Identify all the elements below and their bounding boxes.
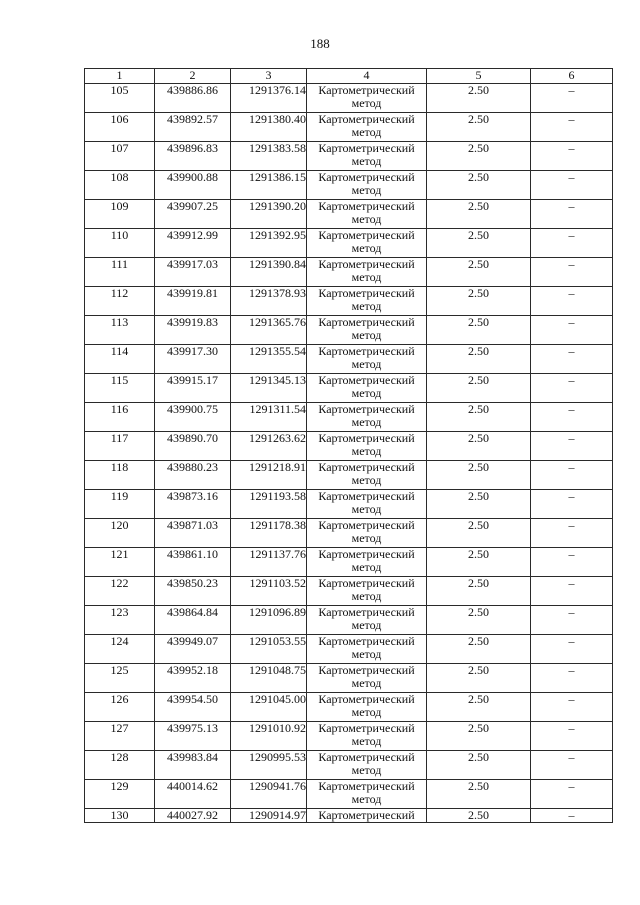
point-number-cell: 128: [85, 751, 155, 780]
method-cell: Картометрический метод: [307, 635, 427, 664]
note-cell: –: [531, 200, 613, 229]
x-coordinate-cell: 439900.88: [155, 171, 231, 200]
column-header: 6: [531, 69, 613, 84]
x-coordinate-cell: 439915.17: [155, 374, 231, 403]
point-number-cell: 108: [85, 171, 155, 200]
x-coordinate-cell: 439912.99: [155, 229, 231, 258]
y-coordinate-cell: 1291390.20: [231, 200, 307, 229]
x-coordinate-cell: 439850.23: [155, 577, 231, 606]
note-cell: –: [531, 432, 613, 461]
point-number-cell: 114: [85, 345, 155, 374]
point-number-cell: 106: [85, 113, 155, 142]
note-cell: –: [531, 693, 613, 722]
y-coordinate-cell: 1291045.00: [231, 693, 307, 722]
note-cell: –: [531, 490, 613, 519]
note-cell: –: [531, 461, 613, 490]
method-cell: Картометрический метод: [307, 200, 427, 229]
accuracy-cell: 2.50: [427, 519, 531, 548]
table-row: [85, 171, 613, 200]
accuracy-cell: 2.50: [427, 258, 531, 287]
point-number-cell: 118: [85, 461, 155, 490]
table-body: [85, 84, 613, 823]
y-coordinate-cell: 1290941.76: [231, 780, 307, 809]
y-coordinate-cell: 1291311.54: [231, 403, 307, 432]
accuracy-cell: 2.50: [427, 751, 531, 780]
y-coordinate-cell: 1291053.55: [231, 635, 307, 664]
page-number: 188: [310, 36, 330, 51]
x-coordinate-cell: 439861.10: [155, 548, 231, 577]
point-number-cell: 115: [85, 374, 155, 403]
table-row: [85, 635, 613, 664]
table-row: [85, 780, 613, 809]
y-coordinate-cell: 1291345.13: [231, 374, 307, 403]
y-coordinate-cell: 1291263.62: [231, 432, 307, 461]
table-row: [85, 229, 613, 258]
x-coordinate-cell: 439983.84: [155, 751, 231, 780]
x-coordinate-cell: 439919.81: [155, 287, 231, 316]
method-cell: Картометрический метод: [307, 606, 427, 635]
note-cell: –: [531, 113, 613, 142]
point-number-cell: 127: [85, 722, 155, 751]
table-row: [85, 809, 613, 823]
method-cell: Картометрический метод: [307, 287, 427, 316]
accuracy-cell: 2.50: [427, 84, 531, 113]
table-row: [85, 490, 613, 519]
table-row: [85, 722, 613, 751]
y-coordinate-cell: 1291376.14: [231, 84, 307, 113]
method-cell: Картометрический: [307, 809, 427, 823]
x-coordinate-cell: 440014.62: [155, 780, 231, 809]
accuracy-cell: 2.50: [427, 403, 531, 432]
accuracy-cell: 2.50: [427, 432, 531, 461]
y-coordinate-cell: 1291178.38: [231, 519, 307, 548]
point-number-cell: 121: [85, 548, 155, 577]
point-number-cell: 123: [85, 606, 155, 635]
table-row: [85, 519, 613, 548]
x-coordinate-cell: 439975.13: [155, 722, 231, 751]
method-cell: Картометрический метод: [307, 577, 427, 606]
table-row: [85, 548, 613, 577]
table-row: [85, 374, 613, 403]
note-cell: –: [531, 374, 613, 403]
method-cell: Картометрический метод: [307, 171, 427, 200]
note-cell: –: [531, 519, 613, 548]
method-cell: Картометрический метод: [307, 432, 427, 461]
accuracy-cell: 2.50: [427, 113, 531, 142]
point-number-cell: 107: [85, 142, 155, 171]
x-coordinate-cell: 439919.83: [155, 316, 231, 345]
x-coordinate-cell: 439917.30: [155, 345, 231, 374]
point-number-cell: 111: [85, 258, 155, 287]
method-cell: Картометрический метод: [307, 664, 427, 693]
note-cell: –: [531, 722, 613, 751]
point-number-cell: 109: [85, 200, 155, 229]
y-coordinate-cell: 1291392.95: [231, 229, 307, 258]
accuracy-cell: 2.50: [427, 780, 531, 809]
y-coordinate-cell: 1291137.76: [231, 548, 307, 577]
x-coordinate-cell: 439892.57: [155, 113, 231, 142]
method-cell: Картометрический метод: [307, 519, 427, 548]
method-cell: Картометрический метод: [307, 780, 427, 809]
method-cell: Картометрический метод: [307, 461, 427, 490]
note-cell: –: [531, 258, 613, 287]
y-coordinate-cell: 1290914.97: [231, 809, 307, 823]
table-row: [85, 84, 613, 113]
table-row: [85, 113, 613, 142]
y-coordinate-cell: 1291103.52: [231, 577, 307, 606]
x-coordinate-cell: 439873.16: [155, 490, 231, 519]
y-coordinate-cell: 1291096.89: [231, 606, 307, 635]
note-cell: –: [531, 809, 613, 823]
column-header: 3: [231, 69, 307, 84]
y-coordinate-cell: 1291010.92: [231, 722, 307, 751]
note-cell: –: [531, 780, 613, 809]
table-row: [85, 200, 613, 229]
y-coordinate-cell: 1291386.15: [231, 171, 307, 200]
note-cell: –: [531, 171, 613, 200]
note-cell: –: [531, 229, 613, 258]
note-cell: –: [531, 84, 613, 113]
note-cell: –: [531, 664, 613, 693]
y-coordinate-cell: 1291218.91: [231, 461, 307, 490]
accuracy-cell: 2.50: [427, 287, 531, 316]
y-coordinate-cell: 1291380.40: [231, 113, 307, 142]
x-coordinate-cell: 439907.25: [155, 200, 231, 229]
accuracy-cell: 2.50: [427, 635, 531, 664]
note-cell: –: [531, 316, 613, 345]
y-coordinate-cell: 1290995.53: [231, 751, 307, 780]
note-cell: –: [531, 403, 613, 432]
x-coordinate-cell: 439880.23: [155, 461, 231, 490]
x-coordinate-cell: 439871.03: [155, 519, 231, 548]
x-coordinate-cell: 439952.18: [155, 664, 231, 693]
x-coordinate-cell: 439917.03: [155, 258, 231, 287]
accuracy-cell: 2.50: [427, 229, 531, 258]
y-coordinate-cell: 1291048.75: [231, 664, 307, 693]
x-coordinate-cell: 439896.83: [155, 142, 231, 171]
x-coordinate-cell: 439890.70: [155, 432, 231, 461]
y-coordinate-cell: 1291390.84: [231, 258, 307, 287]
table-header-row: [85, 69, 613, 84]
note-cell: –: [531, 287, 613, 316]
accuracy-cell: 2.50: [427, 548, 531, 577]
coordinates-table: [84, 68, 613, 823]
point-number-cell: 130: [85, 809, 155, 823]
method-cell: Картометрический метод: [307, 722, 427, 751]
method-cell: Картометрический метод: [307, 316, 427, 345]
table-row: [85, 287, 613, 316]
accuracy-cell: 2.50: [427, 490, 531, 519]
y-coordinate-cell: 1291355.54: [231, 345, 307, 374]
accuracy-cell: 2.50: [427, 374, 531, 403]
point-number-cell: 129: [85, 780, 155, 809]
method-cell: Картометрический метод: [307, 374, 427, 403]
accuracy-cell: 2.50: [427, 606, 531, 635]
point-number-cell: 122: [85, 577, 155, 606]
point-number-cell: 112: [85, 287, 155, 316]
method-cell: Картометрический метод: [307, 693, 427, 722]
method-cell: Картометрический метод: [307, 548, 427, 577]
point-number-cell: 105: [85, 84, 155, 113]
table-row: [85, 316, 613, 345]
note-cell: –: [531, 577, 613, 606]
accuracy-cell: 2.50: [427, 809, 531, 823]
x-coordinate-cell: 439949.07: [155, 635, 231, 664]
method-cell: Картометрический метод: [307, 229, 427, 258]
column-header: 5: [427, 69, 531, 84]
x-coordinate-cell: 439954.50: [155, 693, 231, 722]
method-cell: Картометрический метод: [307, 258, 427, 287]
x-coordinate-cell: 440027.92: [155, 809, 231, 823]
point-number-cell: 126: [85, 693, 155, 722]
method-cell: Картометрический метод: [307, 403, 427, 432]
accuracy-cell: 2.50: [427, 664, 531, 693]
accuracy-cell: 2.50: [427, 142, 531, 171]
table-row: [85, 142, 613, 171]
y-coordinate-cell: 1291193.58: [231, 490, 307, 519]
table-row: [85, 664, 613, 693]
x-coordinate-cell: 439864.84: [155, 606, 231, 635]
table-row: [85, 403, 613, 432]
note-cell: –: [531, 606, 613, 635]
accuracy-cell: 2.50: [427, 316, 531, 345]
column-header: 2: [155, 69, 231, 84]
table-row: [85, 751, 613, 780]
note-cell: –: [531, 635, 613, 664]
method-cell: Картометрический метод: [307, 490, 427, 519]
x-coordinate-cell: 439886.86: [155, 84, 231, 113]
column-header: 4: [307, 69, 427, 84]
table-row: [85, 577, 613, 606]
method-cell: Картометрический метод: [307, 142, 427, 171]
table-row: [85, 432, 613, 461]
point-number-cell: 119: [85, 490, 155, 519]
method-cell: Картометрический метод: [307, 345, 427, 374]
table-row: [85, 345, 613, 374]
point-number-cell: 116: [85, 403, 155, 432]
point-number-cell: 113: [85, 316, 155, 345]
table-row: [85, 693, 613, 722]
method-cell: Картометрический метод: [307, 113, 427, 142]
column-header: 1: [85, 69, 155, 84]
accuracy-cell: 2.50: [427, 461, 531, 490]
point-number-cell: 124: [85, 635, 155, 664]
note-cell: –: [531, 345, 613, 374]
accuracy-cell: 2.50: [427, 345, 531, 374]
accuracy-cell: 2.50: [427, 200, 531, 229]
point-number-cell: 117: [85, 432, 155, 461]
note-cell: –: [531, 142, 613, 171]
accuracy-cell: 2.50: [427, 722, 531, 751]
table-row: [85, 606, 613, 635]
method-cell: Картометрический метод: [307, 84, 427, 113]
accuracy-cell: 2.50: [427, 577, 531, 606]
accuracy-cell: 2.50: [427, 171, 531, 200]
table-row: [85, 258, 613, 287]
note-cell: –: [531, 751, 613, 780]
y-coordinate-cell: 1291378.93: [231, 287, 307, 316]
y-coordinate-cell: 1291365.76: [231, 316, 307, 345]
accuracy-cell: 2.50: [427, 693, 531, 722]
y-coordinate-cell: 1291383.58: [231, 142, 307, 171]
point-number-cell: 125: [85, 664, 155, 693]
note-cell: –: [531, 548, 613, 577]
method-cell: Картометрический метод: [307, 751, 427, 780]
table-row: [85, 461, 613, 490]
point-number-cell: 120: [85, 519, 155, 548]
x-coordinate-cell: 439900.75: [155, 403, 231, 432]
point-number-cell: 110: [85, 229, 155, 258]
